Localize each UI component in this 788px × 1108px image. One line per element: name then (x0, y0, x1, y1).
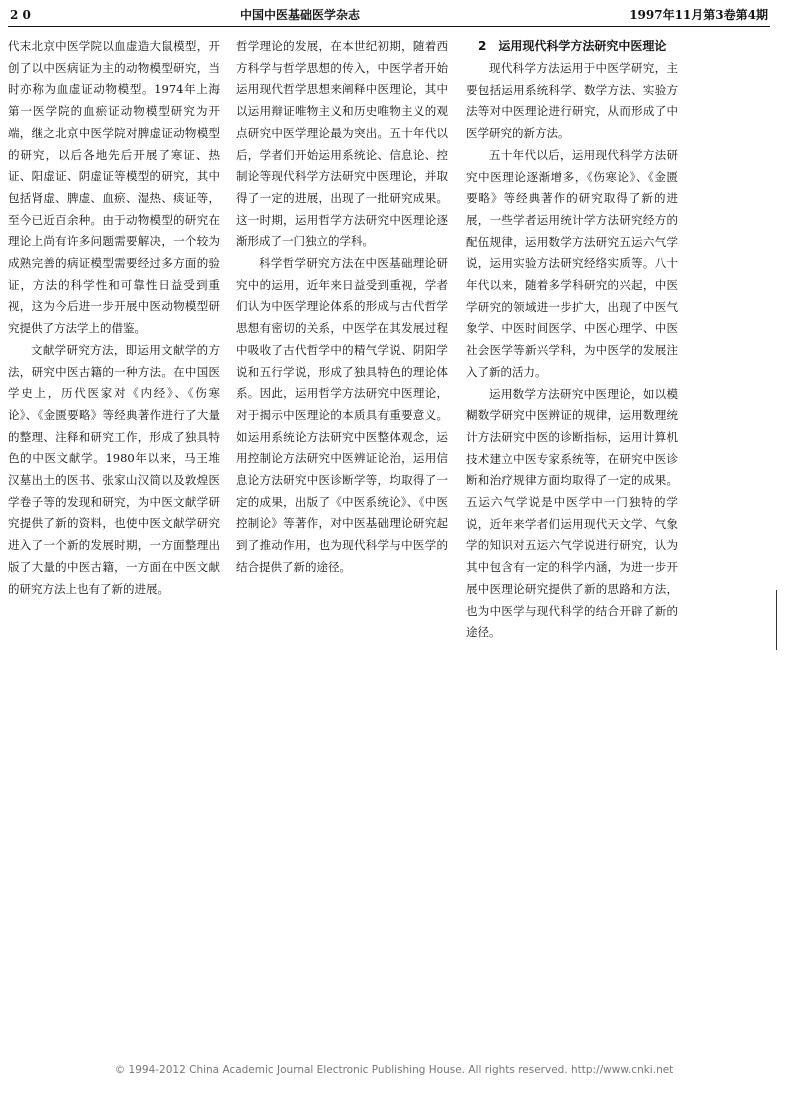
paragraph: 运用数学方法研究中医理论，如以模糊数学研究中医辨证的规律，运用数理统计方法研究中医的诊断指标，运用计算机技术建立中医专家系统等，在研究中医诊断和治疗规律方面均取得了一定的成果。五运六气学说是中医学中一门独特的学说，近年来学者们运用现代天文学、气象学的知识对五运六气学说进行研究，认为其中包含有一定的科学内涵，为进一步开展中医理论研究提供了新的思路和方法，也为中医学与现代科学的结合开辟了新的途径。 (466, 386, 678, 640)
text-column-left (8, 36, 220, 658)
paragraph: 科学哲学研究方法在中医基础理论研究中的运用，近年来日益受到重视，学者们认为中医学理论体系的形成与古代哲学思想有密切的关系，中医学在其发展过程中吸收了古代哲学中的精气学说、阴阳学说和五行学说，形成了独具特色的理论体系。因此，运用哲学方法研究中医理论，对于揭示中医理论的本质具有重要意义。如运用系统论方法研究中医整体观念，运用控制论方法研究中医辨证论治，运用信息论方法研究中医诊断学等，均取得了一定的成果，出版了《中医系统论》、《中医控制论》等著作，对中医基础理论研究起到了推动作用，也为现代科学与中医学的结合提供了新的途径。 (236, 256, 448, 574)
running-header (8, 6, 770, 27)
copyright-footer: © 1994-2012 China Academic Journal Electronic Publishing House. All rights reserved. http://www.cnki.net (114, 1064, 674, 1076)
paragraph: 哲学理论的发展，在本世纪初期，随着西方科学与哲学思想的传入，中医学者开始运用现代哲学思想来阐释中医理论，其中以运用辩证唯物主义和历史唯物主义的观点研究中医学理论最为突出。五十年代以后，学者们开始运用系统论、信息论、控制论等现代科学方法研究中医理论，并取得了一定的进展，出现了一批研究成果。这一时期，运用哲学方法研究中医理论逐渐形成了一门独立的学科。 (236, 39, 448, 249)
text-column-right (466, 36, 678, 658)
page-number: 2 0 (10, 8, 31, 22)
section-heading: 2 运用现代科学方法研究中医理论 (478, 39, 667, 53)
text-column-middle (236, 36, 448, 658)
paragraph: 现代科学方法运用于中医学研究，主要包括运用系统科学、数学方法、实验方法等对中医理论进行研究，从而形成了中医学研究的新方法。 (466, 61, 678, 141)
paragraph: 文献学研究方法，即运用文献学的方法，研究中医古籍的一种方法。在中国医学史上，历代医家对《内经》、《伤寒论》、《金匮要略》等经典著作进行了大量的整理、注释和研究工作，形成了独具特色的中医文献学。1980年以来，马王堆汉墓出土的医书、张家山汉简以及敦煌医学卷子等的发现和研究，为中医文献学研究提供了新的资料，也使中医文献学研究进入了一个新的发展时期，一方面整理出版了大量的中医古籍，一方面在中医文献的研究方法上也有了新的进展。 (8, 342, 220, 596)
paragraph: 五十年代以后，运用现代科学方法研究中医理论逐渐增多，《伤寒论》、《金匮要略》等经典著作的研究取得了新的进展，一些学者运用统计学方法研究经方的配伍规律，运用数学方法研究五运六气学说，运用实验方法研究经络实质等。八十年代以来，随着多学科研究的兴起，中医学研究的领域进一步扩大，出现了中医气象学、中医时间医学、中医心理学、中医社会医学等新兴学科，为中医学的发展注入了新的活力。 (466, 147, 678, 379)
column-rule (776, 590, 777, 650)
paragraph: 代末北京中医学院以血虚造大鼠模型，开创了以中医病证为主的动物模型研究，当时亦称为血虚证动物模型。1974年上海第一医学院的血瘀证动物模型研究为开端，继之北京中医学院对脾虚证动物模型的研究，以后各地先后开展了寒证、热证、阳虚证、阴虚证等模型的研究，其中包括肾虚、脾虚、血瘀、湿热、痰证等，至今已近百余种。由于动物模型的研究在理论上尚有许多问题需要解决，一个较为成熟完善的病证模型需要经过多方面的验证，方法的科学性和可靠性日益受到重视，这为今后进一步开展中医动物模型研究提供了方法学上的借鉴。 (8, 39, 220, 336)
issue-info: 1997年11月第3卷第4期 (629, 8, 768, 22)
journal-title: 中国中医基础医学杂志 (240, 8, 361, 22)
